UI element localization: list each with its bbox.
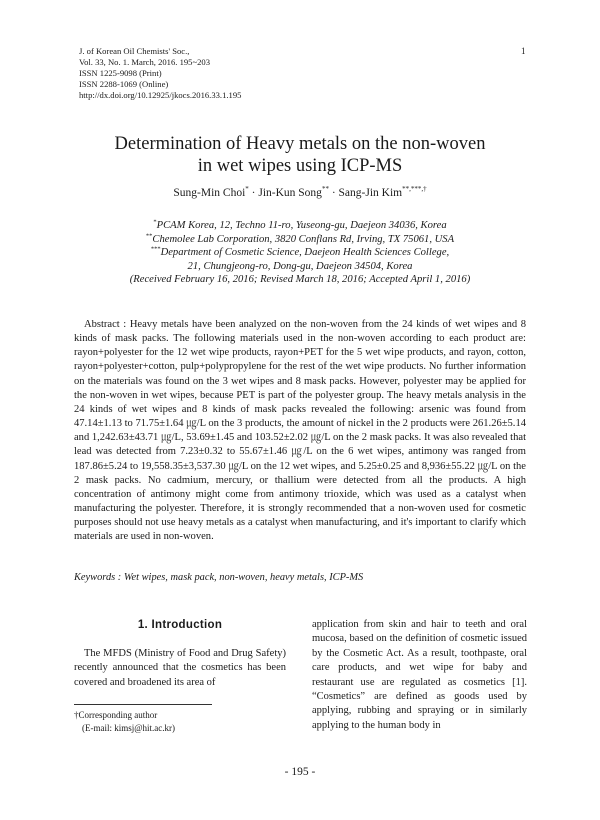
author-separator: · — [248, 187, 259, 199]
received-dates: (Received February 16, 2016; Revised March 18, 2016; Accepted April 1, 2016) — [129, 274, 471, 285]
page-number-footer: - 195 - — [284, 766, 316, 778]
page-number-top: 1 — [521, 46, 526, 56]
abstract — [74, 318, 526, 545]
author-3-mark: **,***,† — [402, 185, 427, 194]
footnote-divider — [74, 704, 212, 705]
doi-link[interactable]: http://dx.doi.org/10.12925/jkocs.2016.33.1.195 — [79, 90, 242, 100]
author-separator: · — [328, 187, 339, 199]
affiliation-3-mark: *** — [150, 245, 161, 253]
footnote-corresponding: †Corresponding author — [74, 710, 158, 720]
intro-left-column: The MFDS (Ministry of Food and Drug Safety) recently announced that the cosmetics has been covered and broadened its area of — [74, 648, 286, 688]
affiliation-2 — [60, 233, 540, 247]
paper-title — [60, 133, 540, 177]
title-line-2: in wet wipes using ICP-MS — [197, 156, 403, 176]
footnote — [74, 709, 175, 735]
affiliation-1-text: PCAM Korea, 12, Techno 11-ro, Yuseong-gu, Daejeon 34036, Korea — [156, 220, 447, 231]
author-1: Sung-Min Choi — [173, 187, 246, 199]
intro-right-column: application from skin and hair to teeth and oral mucosa, based on the definition of cosmetic issued by the Cosmetic Act. As a result, toothpaste, oral care products, and wet wipe for baby and restaurant use are regulated as cosmetics [1]. “Cosmetics” are defined as goods used by applying, rubbing and spraying or in similarly applying to the human body in — [312, 619, 527, 731]
keywords: Keywords : Wet wipes, mask pack, non-woven, heavy metals, ICP-MS — [74, 572, 364, 583]
abstract-label: Abstract : — [84, 319, 127, 330]
author-2-mark: ** — [321, 185, 329, 194]
affiliation-3 — [60, 246, 540, 260]
journal-header — [79, 46, 241, 101]
affiliation-1 — [60, 219, 540, 233]
author-list — [60, 187, 540, 199]
title-line-1: Determination of Heavy metals on the non-woven — [114, 134, 486, 154]
affiliation-3-address: 21, Chungjeong-ro, Dong-gu, Daejeon 34504, Korea — [187, 260, 413, 272]
author-1-mark: * — [245, 185, 249, 194]
abstract-text: Heavy metals have been analyzed on the non-woven from the 24 kinds of wet wipes and 8 kinds of mask packs. The following materials used in the non-woven according to each product are: rayon+polyester for the 12 wet wipe products, rayon+PET for the 5 wet wipe products, and rayon, cotton, rayon+polyester+cotton, pulp+polypropylene for the rest of the wet wipe products. No further information on the materials was found on the 3 wet wipes and 8 mask packs. However, polyester may be applied for the non-woven in wet wipes, because PET is part of the polyester group. The heavy metals analysis in the 24 kinds of wet wipes and 8 kinds of mask packs revealed the following: arsenic was found from 47.14±1.13 to 71.75±1.64 ㎍/L on the 3 products, the amount of nickel in the 2 products were 261.26±5.14 and 1,242.63±43.71 ㎍/L, 53.69±1.45 and 103.52±2.02 ㎍/L on the 2 mask packs. It was also revealed that lead was detected from 7.23±0.32 to 55.67±1.46 ㎍/L on the 6 wet wipes, antimony was ranged from 187.86±5.24 to 19,558.35±3,537.30 ㎍/L on the 12 wet wipes, and 5.25±0.25 and 8,936±55.22 ㎍/L on the 2 mask packs. No cadmium, mercury, or thallium were detected from all the products. A high concentration of antimony might come from antimony trioxide, which was used as a catalyst when manufacturing the polyester. Therefore, it is strongly recommended that a non-woven used for cosmetic purposes should not use heavy metals as a catalyst when manufacturing, and it's important to clarify which materials are used in non-woven. — [74, 319, 527, 543]
issn-print: ISSN 1225-9098 (Print) — [79, 68, 162, 78]
journal-volume: Vol. 33, No. 1. March, 2016. 195~203 — [79, 57, 211, 67]
issn-online: ISSN 2288-1069 (Online) — [79, 79, 169, 89]
footnote-email: (E-mail: kimsj@hit.ac.kr) — [82, 723, 176, 733]
author-3: Sang-Jin Kim — [338, 187, 403, 199]
journal-name: J. of Korean Oil Chemists' Soc., — [79, 46, 190, 56]
author-2: Jin-Kun Song — [258, 187, 322, 199]
section-heading: 1. Introduction — [137, 619, 223, 631]
affiliation-2-mark: ** — [145, 231, 153, 239]
affiliation-1-mark: * — [153, 218, 157, 226]
affiliations — [60, 219, 540, 287]
affiliation-2-text: Chemolee Lab Corporation, 3820 Conflans Rd, Irving, TX 75061, USA — [152, 233, 455, 245]
affiliation-3-text: Department of Cosmetic Science, Daejeon Health Sciences College, — [160, 247, 450, 258]
